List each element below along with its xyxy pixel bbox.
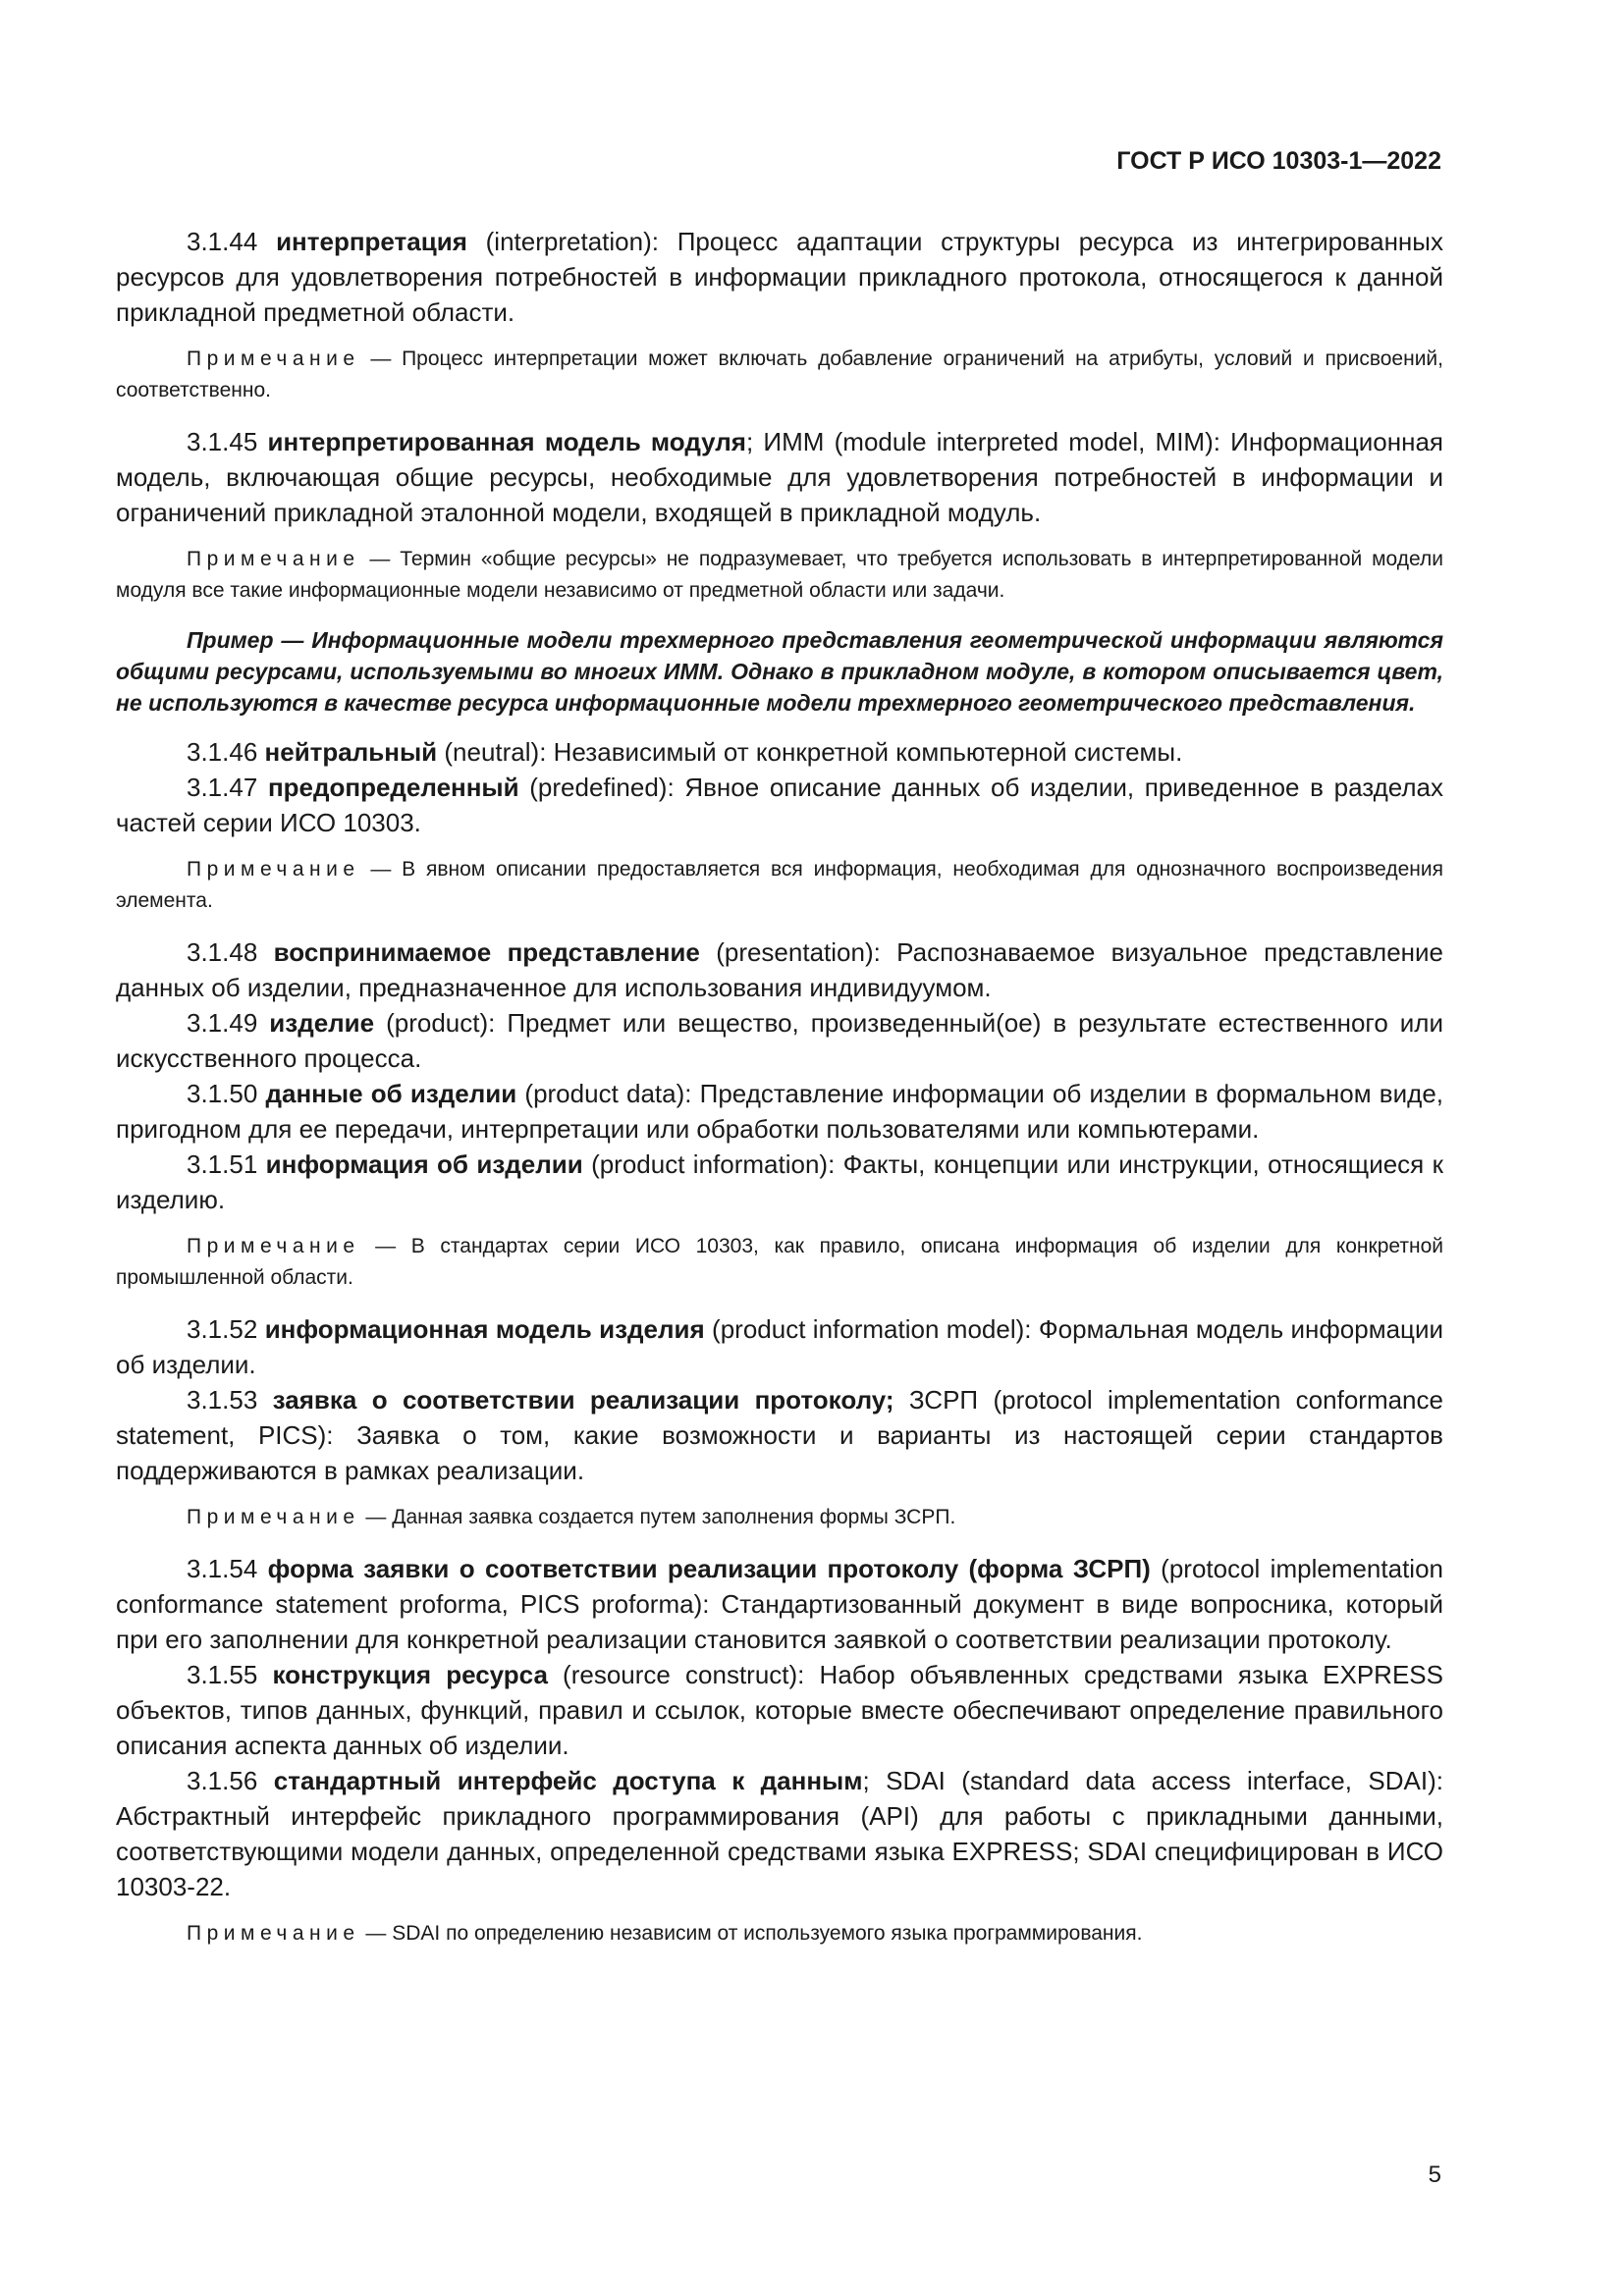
term-name: заявка о соответствии реализации протоколу; (272, 1385, 894, 1415)
term-entry: 3.1.56 стандартный интерфейс доступа к данным; SDAI (standard data access interface, SDAI): Абстрактный интерфейс прикладного программирования (API) для работы с прикладными данными, соответствующими модели данных, определенной средствами языка EXPRESS; SDAI специфицирован в ИСО 10303-22. (116, 1766, 1443, 1901)
example: Пример — Информационные модели трехмерного представления геометрической информации являются общими ресурсами, используемыми во многих ИММ. Однако в прикладном модуле, в котором описывается цвет, не используются в качестве ресурса информационные модели трехмерного геометрического представления. (116, 627, 1443, 716)
term-name: интерпретация (276, 227, 467, 256)
note-label: Примечание (187, 548, 360, 570)
note: Примечание — Термин «общие ресурсы» не подразумевает, что требуется использовать в интерпретированной модели модуля все такие информационные модели независимо от предметной области или задачи. (116, 548, 1443, 602)
term-entry: 3.1.46 нейтральный (neutral): Независимый от конкретной компьютерной системы. (187, 737, 1183, 767)
term-name: воспринимаемое представление (273, 937, 700, 967)
terms-section (116, 224, 1443, 1967)
note-label: Примечание (187, 1506, 360, 1528)
note: Примечание — Данная заявка создается путем заполнения формы ЗСРП. (187, 1506, 956, 1528)
term-entry: 3.1.52 информационная модель изделия (product information model): Формальная модель информации об изделии. (116, 1314, 1443, 1379)
note: Примечание — Процесс интерпретации может включать добавление ограничений на атрибуты, условий и присвоений, соответственно. (116, 347, 1443, 401)
term-name: предопределенный (267, 773, 519, 802)
note-label: Примечание (187, 347, 360, 370)
term-name: нейтральный (264, 737, 438, 767)
term-entry: 3.1.55 конструкция ресурса (resource construct): Набор объявленных средствами языка EXPRESS объектов, типов данных, функций, правил и ссылок, которые вместе обеспечивают определение правильного описания аспекта данных об изделии. (116, 1660, 1443, 1760)
term-name: конструкция ресурса (272, 1660, 548, 1689)
term-name: стандартный интерфейс доступа к данным (273, 1766, 863, 1795)
term-name: информация об изделии (265, 1149, 583, 1179)
term-entry: 3.1.51 информация об изделии (product information): Факты, концепции или инструкции, относящиеся к изделию. (116, 1149, 1443, 1214)
note: Примечание — В явном описании предоставляется вся информация, необходимая для однозначного воспроизведения элемента. (116, 858, 1443, 912)
page-number: 5 (1428, 2162, 1441, 2188)
term-name: изделие (269, 1008, 375, 1038)
document-header: ГОСТ Р ИСО 10303-1—2022 (1116, 147, 1441, 175)
note-label: Примечание (187, 1235, 360, 1257)
term-entry: 3.1.53 заявка о соответствии реализации протоколу; ЗСРП (protocol implementation conformance statement, PICS): Заявка о том, какие возможности и варианты из настоящей серии стандартов поддерживаются в рамках реализации. (116, 1385, 1443, 1485)
term-entry: 3.1.47 предопределенный (predefined): Явное описание данных об изделии, приведенное в разделах частей серии ИСО 10303. (116, 773, 1443, 837)
term-entry: 3.1.54 форма заявки о соответствии реализации протоколу (форма ЗСРП) (protocol implementation conformance statement proforma, PICS proforma): Стандартизованный документ в виде вопросника, который при его заполнении для конкретной реализации становится заявкой о соответствии реализации протоколу. (116, 1554, 1443, 1654)
term-entry: 3.1.48 воспринимаемое представление (presentation): Распознаваемое визуальное представление данных об изделии, предназначенное для использования индивидуумом. (116, 937, 1443, 1002)
term-name: информационная модель изделия (264, 1314, 705, 1344)
term-name: интерпретированная модель модуля (267, 427, 746, 456)
term-entry: 3.1.44 интерпретация (interpretation): Процесс адаптации структуры ресурса из интегрированных ресурсов для удовлетворения потребностей в информации прикладного протокола, относящегося к данной прикладной предметной области. (116, 227, 1443, 327)
note: Примечание — В стандартах серии ИСО 10303, как правило, описана информация об изделии для конкретной промышленной области. (116, 1235, 1443, 1289)
term-name: форма заявки о соответствии реализации протоколу (форма ЗСРП) (267, 1554, 1151, 1583)
note: Примечание — SDAI по определению независим от используемого языка программирования. (187, 1922, 1143, 1945)
term-entry: 3.1.45 интерпретированная модель модуля; ИММ (module interpreted model, MIM): Информационная модель, включающая общие ресурсы, необходимые для удовлетворения потребностей в информации и ограничений прикладной эталонной модели, входящей в прикладной модуль. (116, 427, 1443, 527)
term-entry: 3.1.50 данные об изделии (product data): Представление информации об изделии в формальном виде, пригодном для ее передачи, интерпретации или обработки пользователями или компьютерами. (116, 1079, 1443, 1144)
note-label: Примечание (187, 858, 360, 881)
term-entry: 3.1.49 изделие (product): Предмет или вещество, произведенный(ое) в результате естественного или искусственного процесса. (116, 1008, 1443, 1073)
note-label: Примечание (187, 1922, 360, 1945)
term-name: данные об изделии (265, 1079, 517, 1108)
